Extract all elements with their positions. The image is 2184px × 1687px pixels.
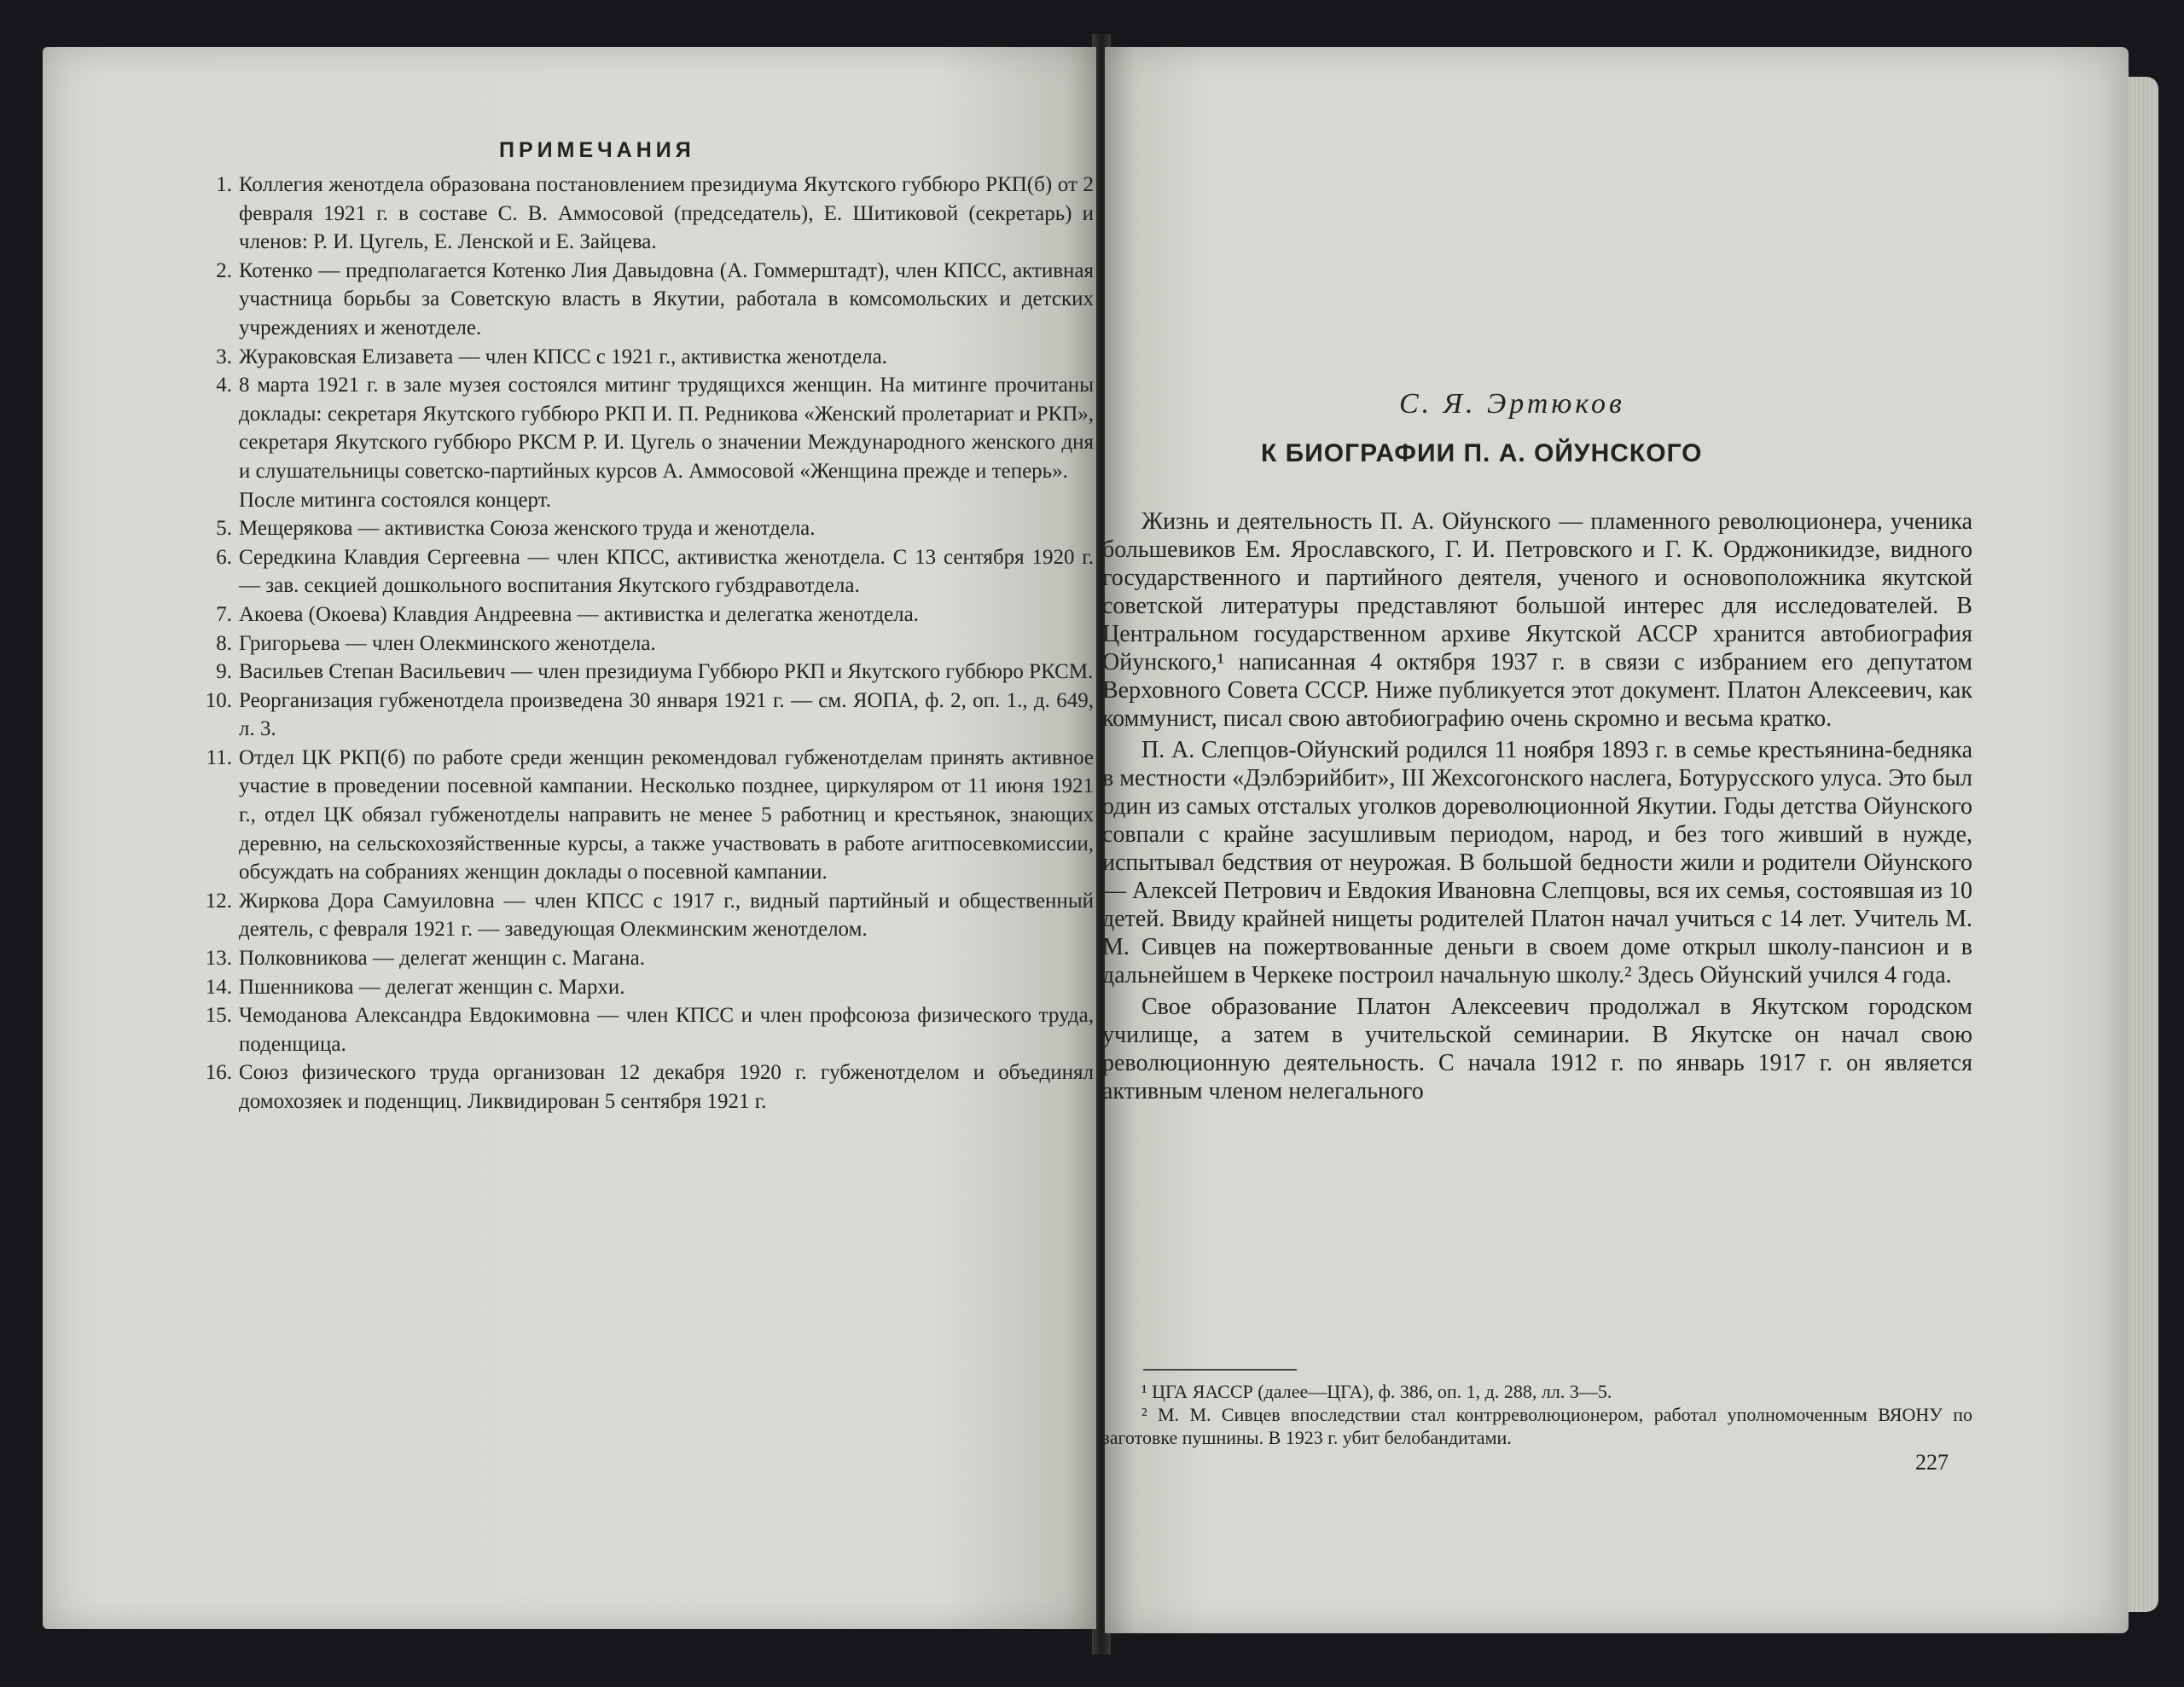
note-item: 15. Чемоданова Александра Евдокимовна — член КПСС и член профсоюза физического труда, поденщица. xyxy=(205,1004,1094,1056)
footnote-rule xyxy=(1143,1369,1297,1371)
note-item: 10. Реорганизация губженотдела произведена 30 января 1921 г. — см. ЯОПА, ф. 2, оп. 1., д. 649, л. 3. xyxy=(205,688,1094,741)
note-item: После митинга состоялся концерт. xyxy=(239,488,552,512)
note-item: 8. Григорьева — член Олекминского женотдела. xyxy=(216,631,656,655)
note-item: 4. 8 марта 1921 г. в зале музея состоялся митинг трудящихся женщин. На митинге прочитаны доклады: секретаря Якутского губбюро РКП И. П. Редникова «Женский пролетариат и РКП», секретаря Якутского губбюро РКСМ Р. И. Цугель о значении Международного женского дня и слушательницы советско-партийных курсов А. Аммосовой «Женщина прежде и теперь». xyxy=(216,374,1094,483)
note-item: 9. Васильев Степан Васильевич — член президиума Губбюро РКП и Якутского губбюро РКСМ. xyxy=(216,660,1094,684)
note-item: 14. Пшенникова — делегат женщин с. Мархи. xyxy=(205,975,625,999)
article-paragraph: Свое образование Платон Алексеевич продолжал в Якутском городском училище, а затем в учительской семинарии. В Якутске он начал свою революционную деятельность. С начала 1912 г. по январь 1917 г. он является активным членом нелегального xyxy=(1102,994,1972,1104)
note-item: 3. Жураковская Елизавета — член КПСС с 1921 г., активистка женотдела. xyxy=(216,345,887,368)
page-number: 227 xyxy=(1915,1450,1949,1475)
note-item: 2. Котенко — предполагается Котенко Лия Давыдовна (А. Гоммерштадт), член КПСС, активная участница борьбы за Советскую власть в Якутии, работала в комсомольских и детских учреждениях и женотделе. xyxy=(216,258,1094,339)
article-paragraph: П. А. Слепцов-Ойунский родился 11 ноября 1893 г. в семье крестьянина-бедняка в местности «Дэлбэрийбит», III Жехсогонского наслега, Ботурусского улуса. Это был один из самых отсталых уголков дореволюционной Якутии. Годы детства Ойунского совпали с крайне засушливым периодом, народ, и без того живший в нужде, испытывал бедствия от неурожая. В большой бедности жили и родители Ойунского — Алексей Петрович и Евдокия Ивановна Слепцовы, вся их семья, состоявшая из 10 детей. Ввиду крайней нищеты родителей Платон начал учиться с 14 лет. Учитель М. М. Сивцев на пожертвованные деньги в своем доме открыл школу-пансион и в дальнейшем в Черкеке построил начальную школу.² Здесь Ойунский учился 4 года. xyxy=(1102,737,1972,988)
note-item: 7. Акоева (Окоева) Клавдия Андреевна — активистка и делегатка женотдела. xyxy=(216,602,919,626)
notes-list xyxy=(198,171,1094,1116)
footnotes xyxy=(1102,1380,1972,1449)
note-item: 16. Союз физического труда организован 12 декабря 1920 г. губженотделом и объединял домохозяек и поденщиц. Ликвидирован 5 сентября 1921 г. xyxy=(205,1061,1094,1113)
article-body xyxy=(1102,507,1972,1105)
article-paragraph: Жизнь и деятельность П. А. Ойунского — пламенного революционера, ученика большевиков Ем. Ярославского, Г. И. Петровского и Г. К. Орджоникидзе, видного государственного и партийного деятеля, ученого и основоположника якутской советской литературы представляют большой интерес для исследователей. В Центральном государственном архиве Якутской АССР хранится автобиография Ойунского,¹ написанная 4 октября 1937 г. в связи с избранием его депутатом Верховного Совета СССР. Ниже публикуется этот документ. Платон Алексеевич, как коммунист, писал свою автобиографию очень скромно и весьма кратко. xyxy=(1102,508,1972,732)
footnote: ¹ ЦГА ЯАССР (далее—ЦГА), ф. 386, оп. 1, д. 288, лл. 3—5. xyxy=(1141,1381,1612,1402)
footnote: ² М. М. Сивцев впоследствии стал контрреволюционером, работал уполномоченным ВЯОНУ по заготовке пушнины. В 1923 г. убит белобандитами. xyxy=(1102,1404,1972,1448)
note-item: 12. Жиркова Дора Самуиловна — член КПСС с 1917 г., видный партийный и общественный деятель, с февраля 1921 г. — заведующая Олекминским женотделом. xyxy=(205,889,1094,942)
note-item: 11. Отдел ЦК РКП(б) по работе среди женщин рекомендовал губженотделам принять активное участие в проведении посевной кампании. Несколько позднее, циркуляром от 11 июня 1921 г., отдел ЦК обязал губженотделы направить не менее 5 работниц и крестьянок, знающих деревню, на сельскохозяйственные курсы, а также участвовать в работе агитпосевкомиссии, обсуждать на собраниях женщин доклады о посевной кампании. xyxy=(206,745,1094,884)
article-author: С. Я. Эртюков xyxy=(1399,388,1625,420)
notes-heading: ПРИМЕЧАНИЯ xyxy=(499,138,695,162)
note-item: 1. Коллегия женотдела образована постановлением президиума Якутского губбюро РКП(б) от 2 февраля 1921 г. в составе С. В. Аммосовой (председатель), Е. Шитиковой (секретарь) и членов: Р. И. Цугель, Е. Ленской и Е. Зайцева. xyxy=(216,173,1094,254)
note-item: 5. Мещерякова — активистка Союза женского труда и женотдела. xyxy=(216,517,816,541)
note-item: 6. Середкина Клавдия Сергеевна — член КПСС, активистка женотдела. С 13 сентября 1920 г. — зав. секцией дошкольного воспитания Якутского губздравотдела. xyxy=(216,545,1094,598)
note-item: 13. Полковникова — делегат женщин с. Магана. xyxy=(205,947,646,971)
article-title: К БИОГРАФИИ П. А. ОЙУНСКОГО xyxy=(1261,439,1703,467)
